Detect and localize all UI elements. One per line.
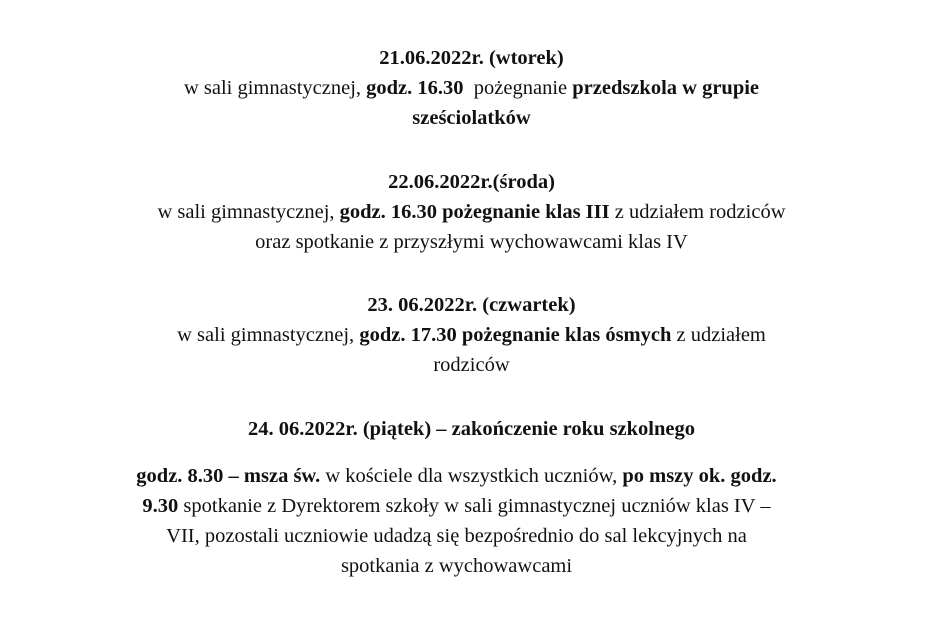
event-1-farewell: pożegnanie (463, 77, 573, 99)
event-2-line-2 (0, 197, 943, 227)
event-4-details (0, 461, 943, 581)
event-1-place: w sali gimnastycznej, (183, 77, 367, 99)
event-2-meeting: oraz spotkanie z przyszłymi wychowawcami klas IV (255, 231, 688, 253)
event-2-line-3 (0, 227, 943, 257)
event-4-teachers: spotkania z wychowawcami (340, 555, 573, 577)
event-4-line-3 (0, 521, 943, 551)
event-1-date: 21.06.2022r. (wtorek) (379, 47, 564, 69)
event-4-other-students: VII, pozostali uczniowie udadzą się bezpośrednio do sal lekcyjnych na (166, 525, 747, 547)
event-1-heading (0, 43, 943, 73)
event-2-time: godz. 16.30 pożegnanie klas III (339, 201, 610, 223)
event-4-date: 24. 06.2022r. (piątek) – zakończenie roku szkolnego (247, 418, 696, 440)
event-4-meeting-time: 9.30 (142, 495, 179, 517)
event-3 (0, 290, 943, 380)
event-4-heading-block (0, 414, 943, 444)
event-2 (0, 167, 943, 257)
event-4-mass-time: godz. 8.30 – msza św. (136, 465, 321, 487)
event-3-date: 23. 06.2022r. (czwartek) (367, 294, 576, 316)
event-3-with: z udziałem (671, 324, 766, 346)
event-2-with-parents: z udziałem rodziców (609, 201, 786, 223)
event-4-church: w kościele dla wszystkich uczniów, (320, 465, 623, 487)
event-3-line-2 (0, 320, 943, 350)
event-4-meeting: spotkanie z Dyrektorem szkoły w sali gimnastycznej uczniów klas IV – (178, 495, 771, 517)
event-1-time: godz. 16.30 (366, 77, 464, 99)
event-4-heading (0, 414, 943, 444)
event-3-parents: rodziców (433, 354, 510, 376)
event-1 (0, 43, 943, 133)
event-4-after-mass: po mszy ok. godz. (622, 465, 777, 487)
event-4-line-4 (0, 551, 943, 581)
event-1-group-cont: sześciolatków (412, 107, 531, 129)
event-2-date: 22.06.2022r.(środa) (388, 171, 555, 193)
event-3-line-3 (0, 350, 943, 380)
event-2-place: w sali gimnastycznej, (157, 201, 340, 223)
event-4-line-1 (0, 461, 943, 491)
event-1-line-2 (0, 73, 943, 103)
event-3-place: w sali gimnastycznej, (177, 324, 360, 346)
event-1-line-3 (0, 103, 943, 133)
event-2-heading (0, 167, 943, 197)
event-3-heading (0, 290, 943, 320)
event-3-time: godz. 17.30 pożegnanie klas ósmych (359, 324, 672, 346)
event-1-group: przedszkola w grupie (572, 77, 760, 99)
event-4-line-2 (0, 491, 943, 521)
